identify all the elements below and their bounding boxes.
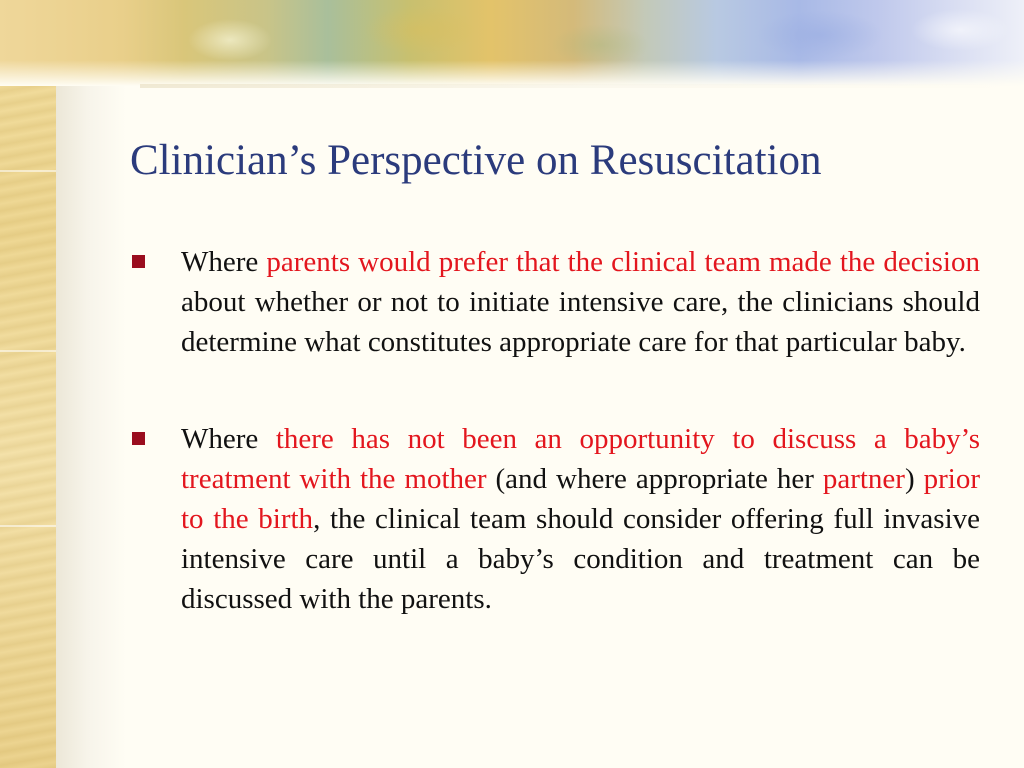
- bullet-list: [130, 242, 980, 619]
- text-segment: ): [904, 463, 924, 495]
- slide-title: Clinician’s Perspective on Resuscitation: [130, 137, 822, 184]
- text-segment: Where: [181, 423, 276, 455]
- highlighted-text: parents would prefer that the clinical team made the decision: [266, 246, 980, 278]
- text-segment: Where: [181, 246, 267, 278]
- strip-seam: [0, 350, 56, 352]
- strip-shadow: [56, 0, 126, 768]
- square-bullet-icon: [132, 255, 145, 268]
- highlighted-text: there has not been an opportunity to discuss a baby’s treatment with the mother: [181, 423, 980, 495]
- banner-edge: [140, 84, 1024, 88]
- strip-seam: [0, 170, 56, 172]
- decorative-banner: [0, 0, 1024, 86]
- highlighted-text: partner: [822, 463, 905, 495]
- bullet-item: [130, 419, 980, 619]
- bullet-item: [130, 242, 980, 362]
- text-segment: about whether or not to initiate intensive care, the clinicians should determine what constitutes appropriate care for that particular baby.: [181, 286, 980, 358]
- text-segment: (and where appropriate her: [486, 463, 823, 495]
- strip-seam: [0, 525, 56, 527]
- highlighted-text: prior to the birth: [181, 463, 980, 535]
- square-bullet-icon: [132, 432, 145, 445]
- text-segment: , the clinical team should consider offering full invasive intensive care until a baby’s condition and treatment can be discussed with the parents.: [181, 503, 980, 615]
- parchment-strip: [0, 0, 56, 768]
